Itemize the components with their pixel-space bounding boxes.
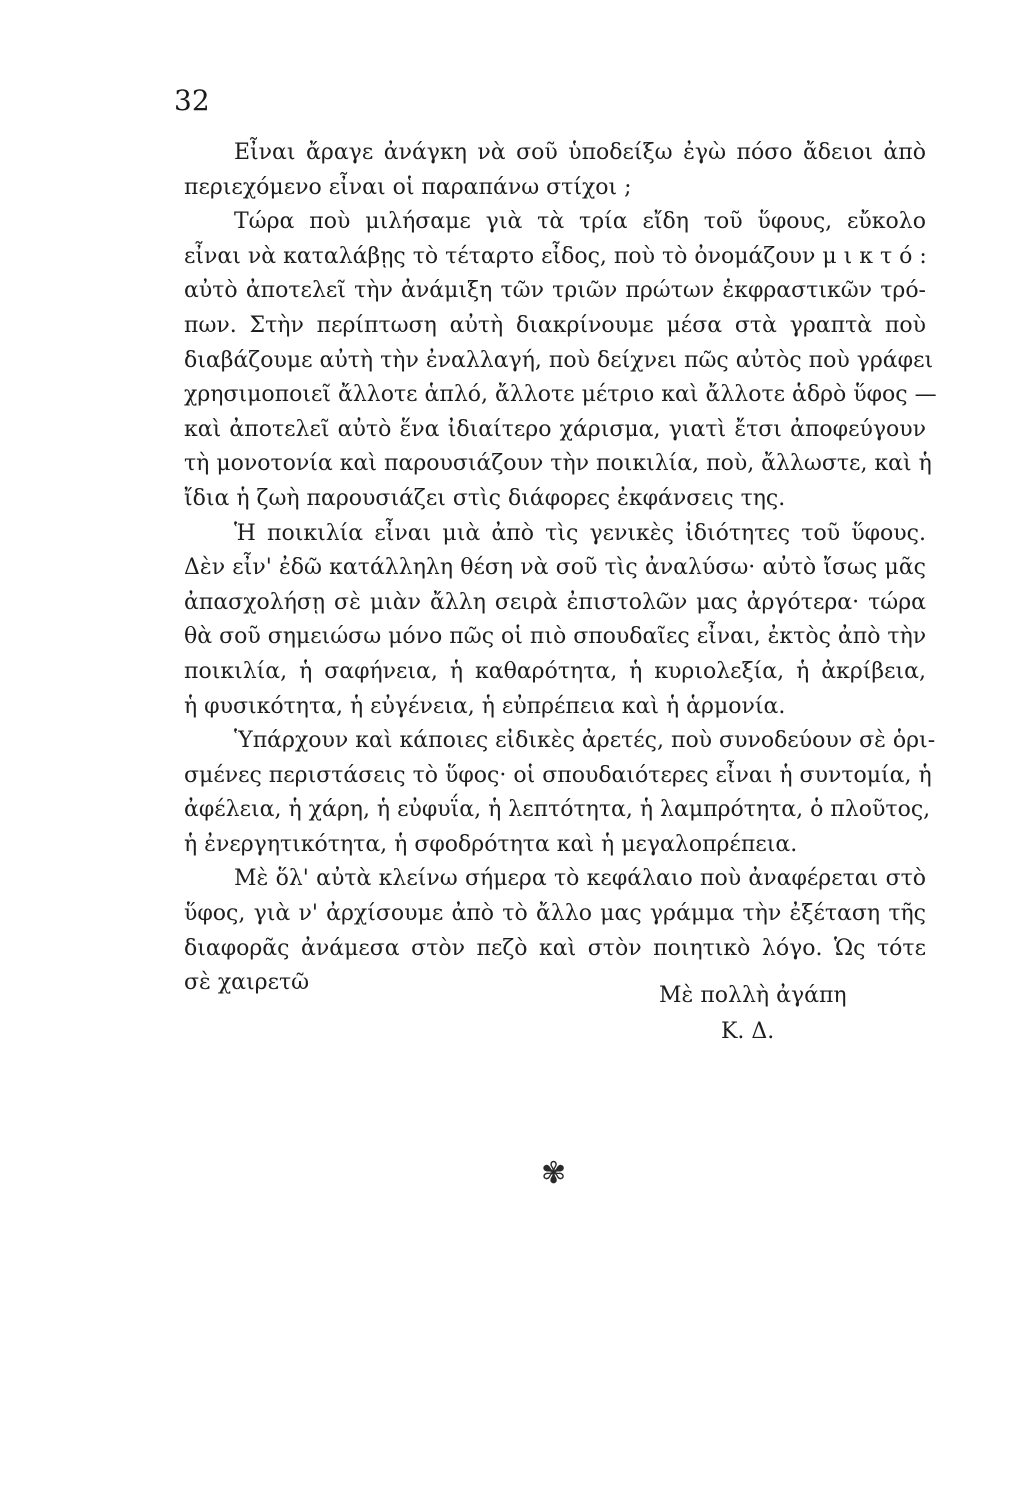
letter-body [184,136,937,1001]
text-line: ἀπασχολήσῃ σὲ μιὰν ἄλλη σειρὰ ἐπιστολῶν μας ἀργότερα· τώρα [184,589,926,615]
text-line: καὶ ἀποτελεῖ αὐτὸ ἕνα ἰδιαίτερο χάρισμα, γιατὶ ἔτσι ἀποφεύγουν [184,416,926,442]
text-line: τὴ μονοτονία καὶ παρουσιάζουν τὴν ποικιλία, ποὺ, ἄλλωστε, καὶ ἡ [184,451,932,477]
text-line: Ἡ ποικιλία εἶναι μιὰ ἀπὸ τὶς γενικὲς ἰδιότητες τοῦ ὕφους. [234,520,926,546]
closing-block [184,978,926,1050]
text-line: Εἶναι ἄραγε ἀνάγκη νὰ σοῦ ὑποδείξω ἐγὼ πόσο ἄδειοι ἀπὸ [234,140,926,165]
text-line: ποικιλία, ἡ σαφήνεια, ἡ καθαρότητα, ἡ κυριολεξία, ἡ ἀκρίβεια, [184,658,926,684]
text-line: ὕφος, γιὰ ν' ἀρχίσουμε ἀπὸ τὸ ἄλλο μας γράμμα τὴν ἐξέταση τῆς [184,901,926,927]
text-line: περιεχόμενο εἶναι οἱ παραπάνω στίχοι ; [184,174,632,200]
text-line: Ὑπάρχουν καὶ κάποιες εἰδικὲς ἀρετές, ποὺ συνοδεύουν σὲ ὁρι- [234,728,936,754]
closing-salutation: Μὲ πολλὴ ἀγάπη [659,983,847,1008]
text-line: θὰ σοῦ σημειώσω μόνο πῶς οἱ πιὸ σπουδαῖες εἶναι, ἐκτὸς ἀπὸ τὴν [184,624,927,650]
page-number: 32 [174,84,210,117]
text-line: Δὲν εἶν' ἐδῶ κατάλληλη θέση νὰ σοῦ τὶς ἀναλύσω· αὐτὸ ἴσως μᾶς [184,555,926,581]
text-line: αὐτὸ ἀποτελεῖ τὴν ἀνάμιξη τῶν τριῶν πρώτων ἐκφραστικῶν τρό- [184,278,926,304]
text-line: ἀφέλεια, ἡ χάρη, ἡ εὐφυΐα, ἡ λεπτότητα, ἡ λαμπρότητα, ὁ πλοῦτος, [184,797,931,823]
text-line: διαφορᾶς ἀνάμεσα στὸν πεζὸ καὶ στὸν ποιητικὸ λόγο. Ὡς τότε [184,935,926,961]
text-line: χρησιμοποιεῖ ἄλλοτε ἁπλό, ἄλλοτε μέτριο καὶ ἄλλοτε ἁδρὸ ὕφος — [184,382,937,408]
text-line: σὲ χαιρετῶ [184,970,310,996]
text-line: ἴδια ἡ ζωὴ παρουσιάζει στὶς διάφορες ἐκφάνσεις της. [184,485,786,511]
text-line: πων. Στὴν περίπτωση αὐτὴ διακρίνουμε μέσα στὰ γραπτὰ ποὺ [184,312,926,338]
text-line: εἶναι νὰ καταλάβῃς τὸ τέταρτο εἶδος, ποὺ τὸ ὀνομάζουν μ ι κ τ ό : [184,243,927,269]
flower-ornament-icon: ✾ [541,1156,567,1191]
text-line: διαβάζουμε αὐτὴ τὴν ἐναλλαγή, ποὺ δείχνει πῶς αὐτὸς ποὺ γράφει [184,347,934,373]
signature: Κ. Δ. [721,1019,775,1044]
text-line: Τώρα ποὺ μιλήσαμε γιὰ τὰ τρία εἴδη τοῦ ὕφους, εὔκολο [234,209,926,235]
text-line: ἡ φυσικότητα, ἡ εὐγένεια, ἡ εὐπρέπεια καὶ ἡ ἁρμονία. [184,693,786,719]
text-line: Μὲ ὅλ' αὐτὰ κλείνω σήμερα τὸ κεφάλαιο ποὺ ἀναφέρεται στὸ [234,866,926,892]
text-line: ἡ ἐνεργητικότητα, ἡ σφοδρότητα καὶ ἡ μεγαλοπρέπεια. [184,831,798,857]
text-line: σμένες περιστάσεις τὸ ὕφος· οἱ σπουδαιότερες εἶναι ἡ συντομία, ἡ [184,762,932,788]
